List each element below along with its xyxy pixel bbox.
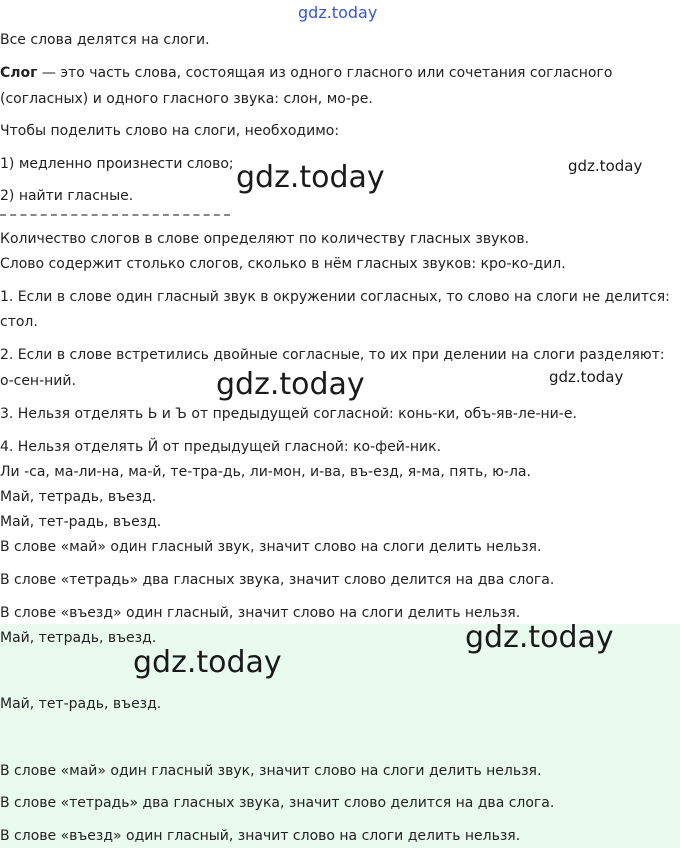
text-line: стол.: [0, 314, 38, 330]
text-line: Количество слогов в слове определяют по количеству гласных звуков.: [0, 231, 530, 247]
answer-line: В слове «тетрадь» два гласных звука, значит слово делится на два слога.: [0, 795, 555, 811]
answer-line: В слове «въезд» один гласный, значит слово на слоги делить нельзя.: [0, 828, 521, 844]
watermark: gdz.today: [236, 160, 385, 195]
answer-line: Май, тет-радь, въезд.: [0, 696, 162, 712]
watermark: gdz.today: [216, 367, 365, 402]
text-line: Все слова делятся на слоги.: [0, 32, 210, 48]
rule-line: 3. Нельзя отделять Ь и Ъ от предыдущей согласной: конь-ки, объ-яв-ле-ни-е.: [0, 406, 577, 422]
answer-section-background: [0, 624, 680, 848]
watermark: gdz.today: [568, 157, 643, 175]
text-line: В слове «тетрадь» два гласных звука, значит слово делится на два слога.: [0, 572, 555, 588]
text-line: 1) медленно произнести слово;: [0, 156, 234, 172]
definition-text: — это часть слова, состоящая из одного гласного или сочетания согласного: [37, 65, 613, 81]
text-line: (согласных) и одного гласного звука: слон, мо-ре.: [0, 91, 373, 107]
text-line: Май, тетрадь, въезд.: [0, 489, 157, 505]
text-line: Слово содержит столько слогов, сколько в нём гласных звуков: кро-ко-дил.: [0, 256, 566, 272]
text-line: 2) найти гласные.: [0, 188, 134, 204]
rule-line: 2. Если в слове встретились двойные согласные, то их при делении на слоги разделяют:: [0, 347, 665, 363]
text-line: Чтобы поделить слово на слоги, необходимо:: [0, 123, 340, 139]
watermark: gdz.today: [133, 645, 282, 680]
text-line: В слове «май» один гласный звук, значит слово на слоги делить нельзя.: [0, 539, 542, 555]
watermark: gdz.today: [465, 620, 614, 655]
watermark-top: gdz.today: [298, 3, 378, 22]
rule-line: 1. Если в слове один гласный звук в окружении согласных, то слово на слоги не делится:: [0, 289, 670, 305]
definition-line: [0, 64, 612, 82]
answer-line: Май, тетрадь, въезд.: [0, 630, 157, 646]
answer-line: В слове «май» один гласный звук, значит слово на слоги делить нельзя.: [0, 763, 542, 779]
text-line: Ли -са, ма-ли-на, ма-й, те-тра-дь, ли-мон, и-ва, въ-езд, я-ма, пять, ю-ла.: [0, 464, 531, 480]
term-slog: Слог: [0, 65, 38, 81]
watermark: gdz.today: [549, 368, 624, 386]
text-line: В слове «въезд» один гласный, значит слово на слоги делить нельзя.: [0, 605, 521, 621]
text-line: Май, тет-радь, въезд.: [0, 514, 162, 530]
text-line: о-сен-ний.: [0, 373, 76, 389]
rule-line: 4. Нельзя отделять Й от предыдущей гласной: ко-фей-ник.: [0, 439, 442, 455]
dashed-separator: [0, 214, 230, 218]
